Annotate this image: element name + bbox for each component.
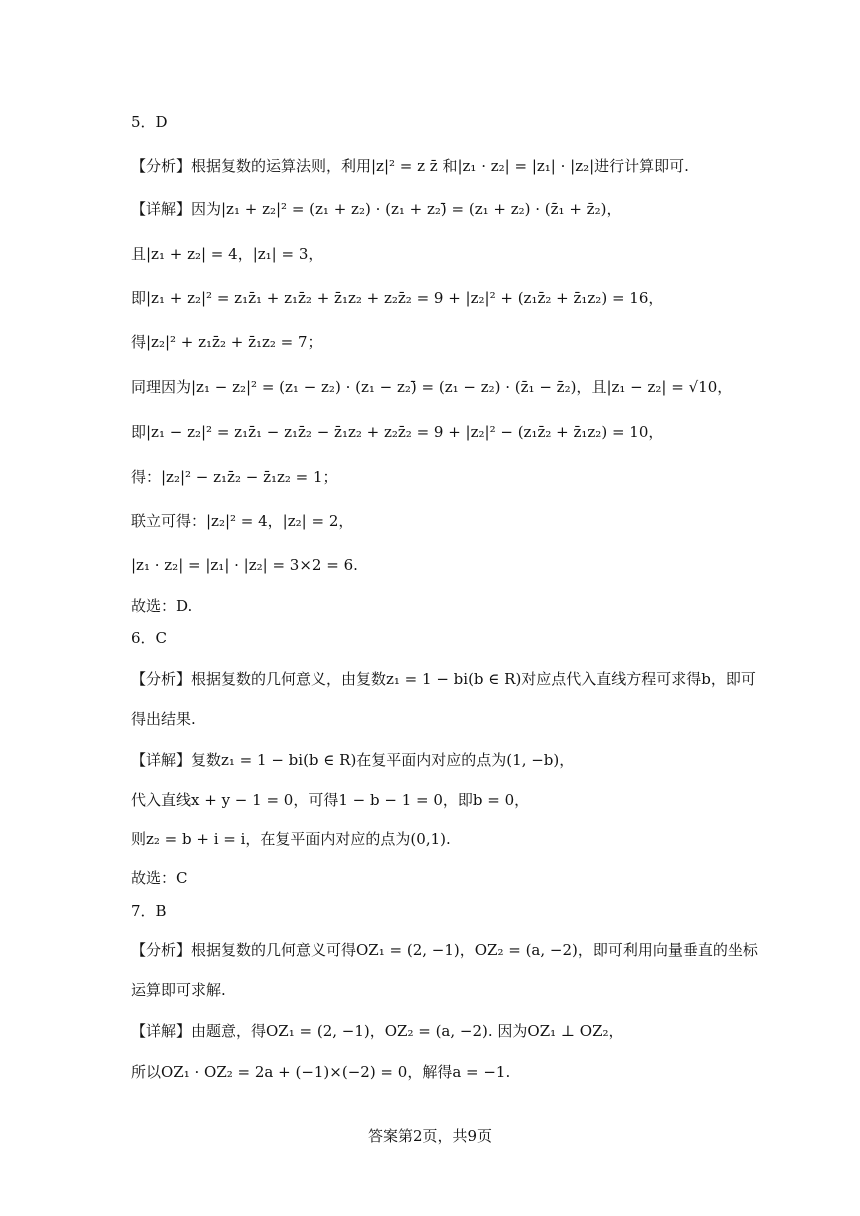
answer-5-detail-line: 即|z₁ − z₂|² = z₁z̄₁ − z₁z̄₂ − z̄₁z₂ + z₂z̄₂ = 9 + |z₂|² − (z₁z̄₂ + z̄₁z₂) = 10， [131,423,664,441]
answer-6-detail-line: 则z₂ = b + i = i，在复平面内对应的点为(0,1). [131,830,451,848]
answer-5-detail-line: 得|z₂|² + z₁z̄₂ + z̄₁z₂ = 7； [131,333,323,351]
answer-5-choice: 故选：D. [131,597,193,615]
answer-7-analysis-cont: 运算即可求解. [131,981,226,999]
answer-6-analysis: 【分析】根据复数的几何意义，由复数z₁ = 1 − bi(b ∈ R)对应点代入直线方程可求得b，即可 [131,670,756,688]
answer-6-detail-line: 代入直线x + y − 1 = 0，可得1 − b − 1 = 0，即b = 0， [131,791,530,809]
answer-5-detail-line: |z₁ · z₂| = |z₁| · |z₂| = 3×2 = 6. [131,556,358,574]
answer-7-detail-line: 所以OZ₁ · OZ₂ = 2a + (−1)×(−2) = 0，解得a = −1. [131,1063,511,1081]
answer-6-detail-line: 【详解】复数z₁ = 1 − bi(b ∈ R)在复平面内对应的点为(1, −b)， [131,751,575,769]
answer-5-header: 5．D [131,113,168,131]
answer-5-detail-line: 得：|z₂|² − z₁z̄₂ − z̄₁z₂ = 1； [131,468,338,486]
answer-5-detail-line: 联立可得：|z₂|² = 4，|z₂| = 2， [131,512,354,530]
answer-5-detail-line: 即|z₁ + z₂|² = z₁z̄₁ + z₁z̄₂ + z̄₁z₂ + z₂z̄₂ = 9 + |z₂|² + (z₁z̄₂ + z̄₁z₂) = 16， [131,289,664,307]
answer-7-detail-line: 【详解】由题意，得OZ₁ = (2, −1)，OZ₂ = (a, −2). 因为OZ₁ ⊥ OZ₂， [131,1022,624,1040]
answer-5-detail-line: 且|z₁ + z₂| = 4，|z₁| = 3， [131,245,324,263]
answer-7-analysis: 【分析】根据复数的几何意义可得OZ₁ = (2, −1)，OZ₂ = (a, −2)，即可利用向量垂直的坐标 [131,941,758,959]
page-footer: 答案第2页，共9页 [367,1127,493,1145]
answer-5-detail-line: 同理因为|z₁ − z₂|² = (z₁ − z₂) · (z₁ − z₂)̄ = (z₁ − z₂) · (z̄₁ − z̄₂)，且|z₁ − z₂| = √10， [131,378,733,396]
answer-7-header: 7．B [131,902,167,920]
answer-6-header: 6．C [131,629,168,647]
answer-6-analysis-cont: 得出结果. [131,710,196,728]
answer-5-analysis: 【分析】根据复数的运算法则，利用|z|² = z z̄ 和|z₁ · z₂| = |z₁| · |z₂|进行计算即可. [131,157,689,175]
answer-5-detail-line: 【详解】因为|z₁ + z₂|² = (z₁ + z₂) · (z₁ + z₂)̄ = (z₁ + z₂) · (z̄₁ + z̄₂)， [131,200,622,218]
answer-6-choice: 故选：C [131,869,188,887]
